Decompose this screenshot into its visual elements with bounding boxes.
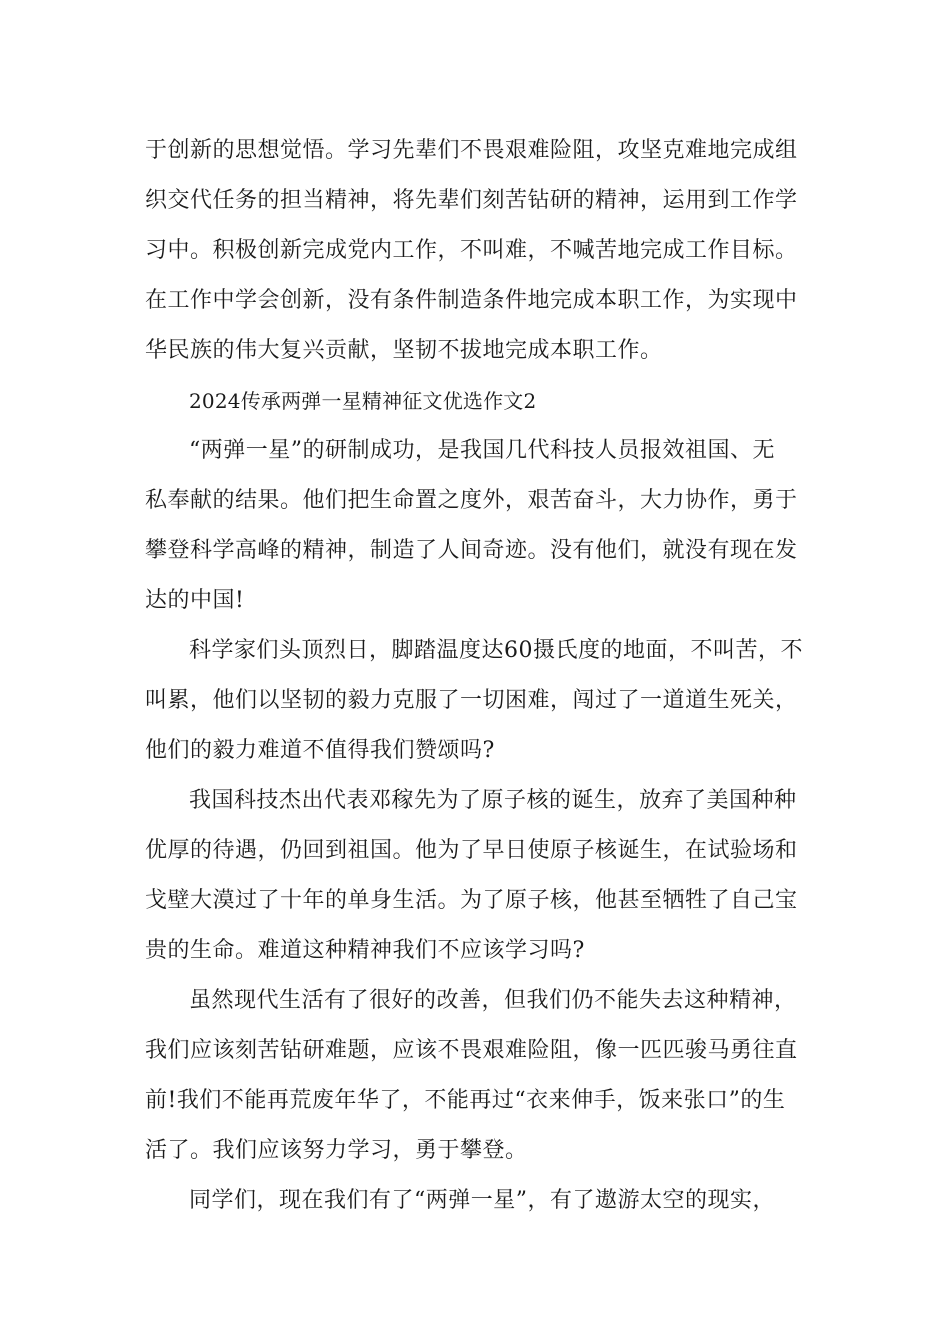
text-line: 前!我们不能再荒废年华了，不能再过“衣来伸手，饭来张口”的生 — [145, 1088, 786, 1113]
text-line: 戈壁大漠过了十年的单身生活。为了原子核，他甚至牺牲了自己宝 — [145, 888, 798, 913]
text-line: 于创新的思想觉悟。学习先辈们不畏艰难险阻，攻坚克难地完成组 — [145, 138, 798, 163]
text-line: 科学家们头顶烈日，脚踏温度达60摄氏度的地面，不叫苦，不 — [189, 638, 803, 663]
section-heading: 2024传承两弹一星精神征文优选作文2 — [189, 389, 537, 413]
text-line: 贵的生命。难道这种精神我们不应该学习吗? — [145, 938, 585, 963]
text-line: 达的中国! — [145, 588, 245, 613]
text-line: 织交代任务的担当精神，将先辈们刻苦钻研的精神，运用到工作学 — [145, 188, 798, 213]
text-line: 在工作中学会创新，没有条件制造条件地完成本职工作，为实现中 — [145, 288, 798, 313]
text-line: 我国科技杰出代表邓稼先为了原子核的诞生，放弃了美国种种 — [189, 788, 797, 813]
text-line: 华民族的伟大复兴贡献，坚韧不拔地完成本职工作。 — [145, 338, 663, 363]
text-line: 习中。积极创新完成党内工作，不叫难，不喊苦地完成工作目标。 — [145, 238, 798, 263]
text-line: 他们的毅力难道不值得我们赞颂吗? — [145, 738, 495, 763]
text-line: 虽然现代生活有了很好的改善，但我们仍不能失去这种精神， — [189, 988, 797, 1013]
text-line: 私奉献的结果。他们把生命置之度外，艰苦奋斗，大力协作，勇于 — [145, 488, 798, 513]
text-line: 同学们，现在我们有了“两弹一星”，有了遨游太空的现实， — [189, 1188, 775, 1213]
text-line: 攀登科学高峰的精神，制造了人间奇迹。没有他们，就没有现在发 — [145, 538, 798, 563]
text-line: 叫累，他们以坚韧的毅力克服了一切困难，闯过了一道道生死关， — [145, 688, 798, 713]
text-line: 我们应该刻苦钻研难题，应该不畏艰难险阻，像一匹匹骏马勇往直 — [145, 1038, 798, 1063]
text-line: “两弹一星”的研制成功，是我国几代科技人员报效祖国、无 — [189, 438, 775, 463]
text-line: 优厚的待遇，仍回到祖国。他为了早日使原子核诞生，在试验场和 — [145, 838, 798, 863]
text-line: 活了。我们应该努力学习，勇于攀登。 — [145, 1138, 528, 1163]
